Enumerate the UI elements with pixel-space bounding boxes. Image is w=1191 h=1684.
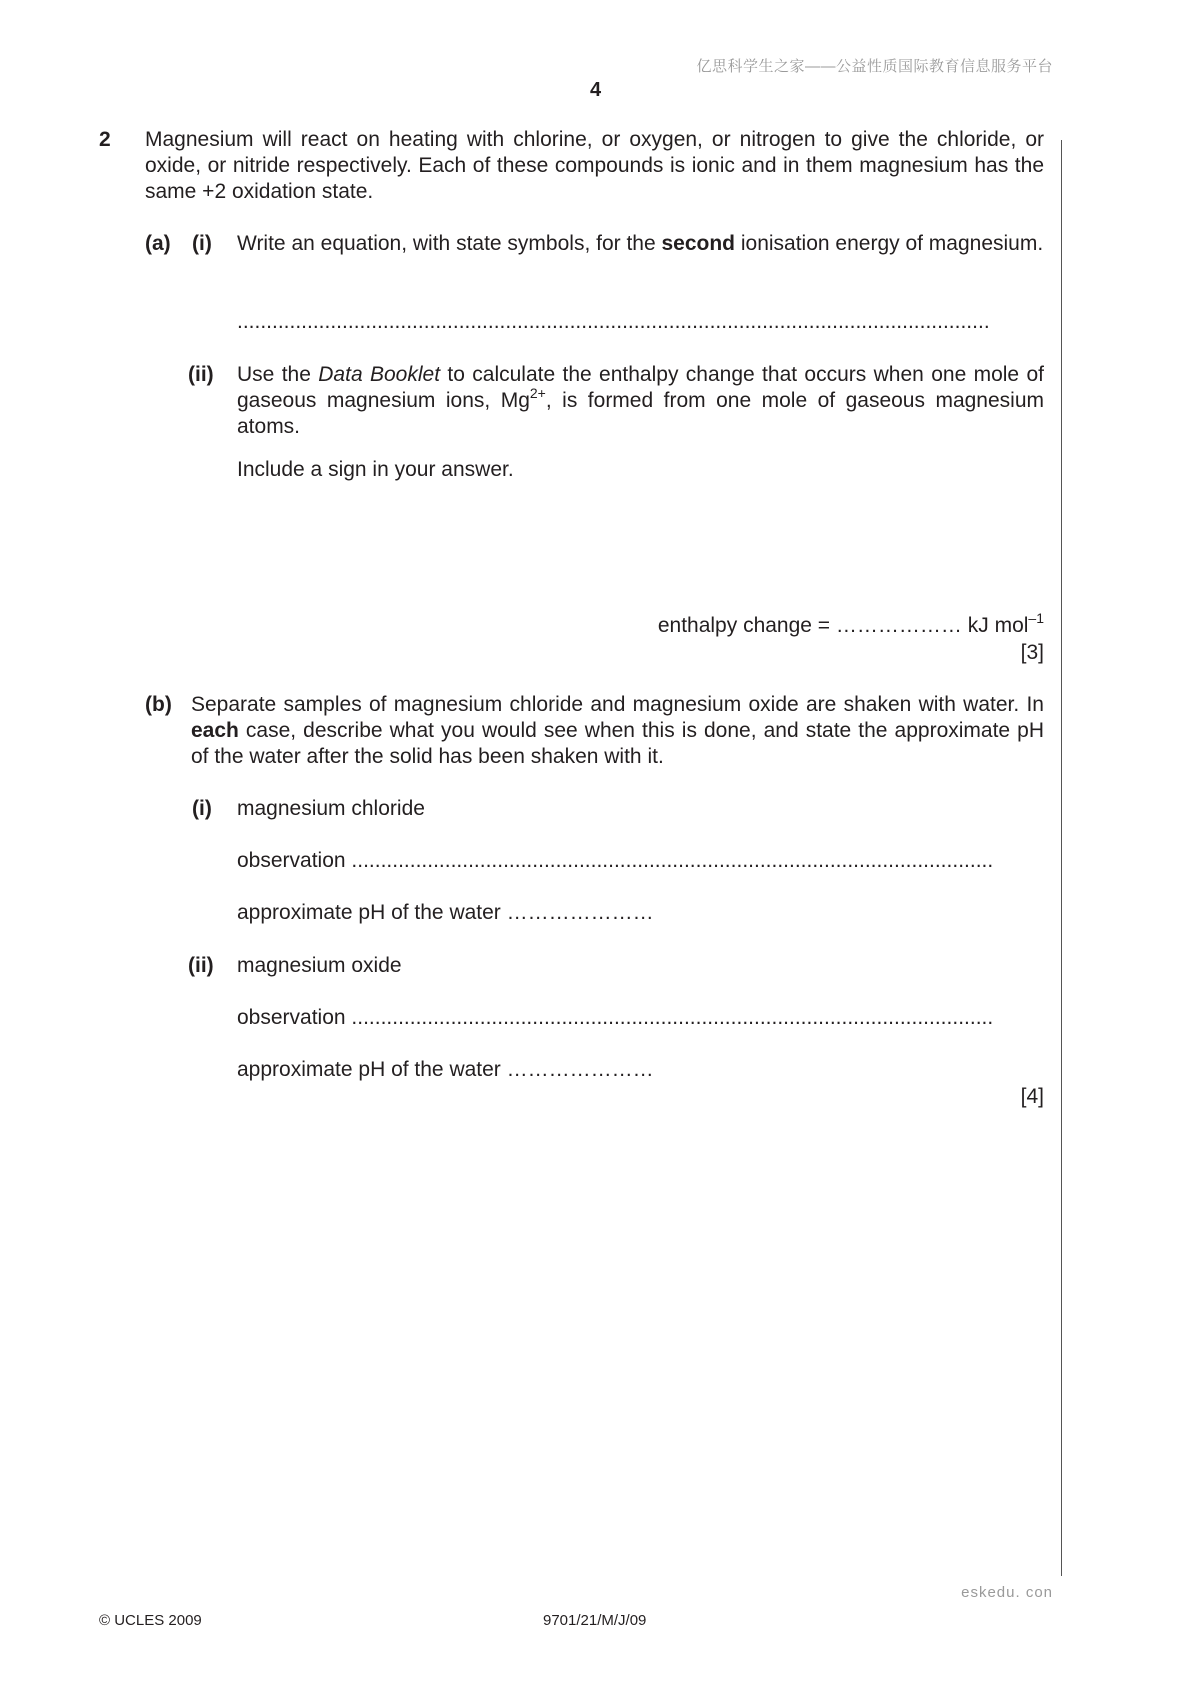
part-b-marks: [4] — [1020, 1085, 1044, 1108]
part-b-ii-observation[interactable]: observation .............................................................................................................. — [237, 1006, 994, 1029]
footer-watermark: eskedu. con — [961, 1584, 1053, 1601]
part-b-i-observation[interactable]: observation .............................................................................................................. — [237, 849, 994, 872]
part-b-text: Separate samples of magnesium chloride and magnesium oxide are shaken with water. In each case, describe what you would see when this is done, and state the approximate pH of the water after the solid has been shaken with it. — [191, 693, 1044, 768]
part-b-ii-compound: magnesium oxide — [237, 954, 402, 977]
part-b-i-compound: magnesium chloride — [237, 797, 425, 820]
part-a-marks: [3] — [1020, 641, 1044, 664]
part-b-label: (b) — [145, 693, 172, 716]
part-b-i-ph[interactable]: approximate pH of the water ………………… — [237, 901, 654, 924]
part-a-label: (a) — [145, 232, 171, 255]
part-a-ii-text: Use the Data Booklet to calculate the enthalpy change that occurs when one mole of gaseous magnesium ions, $Mg^{2+}$, is formed from one mole of gaseous magnesium atoms. — [237, 363, 1044, 438]
question-intro: Magnesium will react on heating with chlorine, or oxygen, or nitrogen to give the chloride, or oxide, or nitride respectively. Each of these compounds is ionic and in them magnesium has the same +2 oxidation state. — [145, 128, 1044, 203]
footer-copyright: © UCLES 2009 — [99, 1612, 202, 1629]
header-watermark: 亿思科学生之家——公益性质国际教育信息服务平台 — [696, 58, 1053, 75]
part-b-ii-ph[interactable]: approximate pH of the water ………………… — [237, 1058, 654, 1081]
footer-code: 9701/21/M/J/09 — [543, 1612, 647, 1629]
question-number: 2 — [99, 128, 111, 151]
page-number: 4 — [589, 79, 602, 101]
margin-line — [1061, 140, 1062, 1576]
part-b-ii-label: (ii) — [188, 954, 214, 977]
part-a-i-answer-line[interactable]: ................................................................................................................................. — [237, 310, 990, 333]
part-a-ii-instruction: Include a sign in your answer. — [237, 458, 514, 481]
part-a-i-text: Write an equation, with state symbols, for the second ionisation energy of magnesium. — [237, 232, 1044, 255]
part-a-ii-label: (ii) — [188, 363, 214, 386]
enthalpy-answer-field[interactable]: enthalpy change = ……………… kJ mol$^{-1}$ — [657, 610, 1044, 637]
part-a-i-label: (i) — [192, 232, 212, 255]
part-b-i-label: (i) — [192, 797, 212, 820]
